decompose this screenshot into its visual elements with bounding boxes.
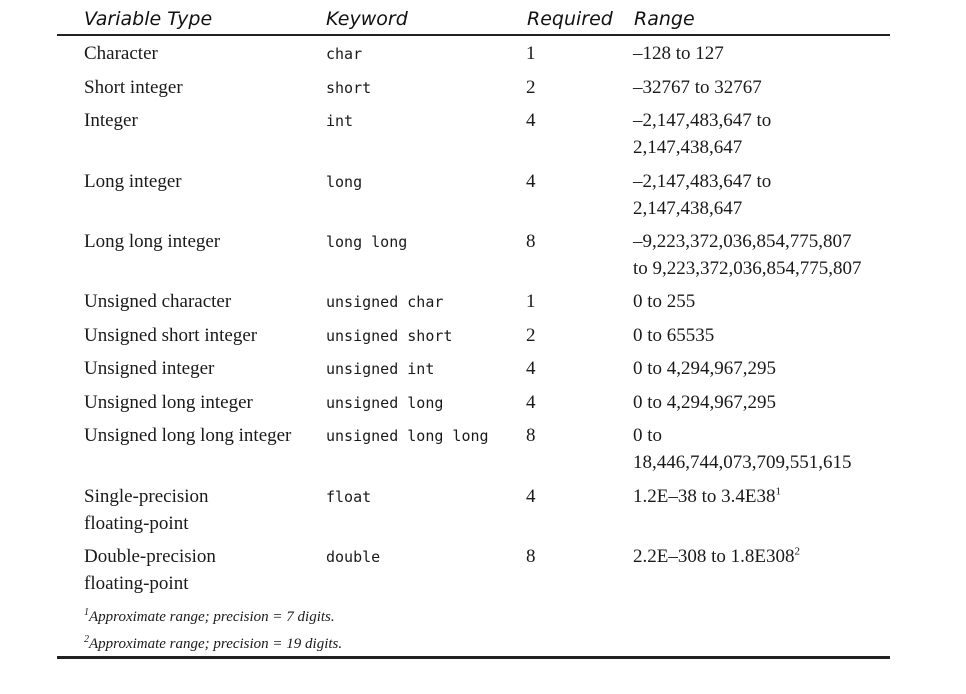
bytes-required-cell: 8	[526, 231, 536, 252]
range-text	[633, 322, 893, 349]
variable-type-cell	[84, 355, 319, 382]
variable-type-cell	[84, 288, 319, 315]
footnote-2-marker: 2	[84, 634, 89, 645]
range-value: –128 to 127	[633, 43, 724, 64]
range-value: 0 to 4,294,967,295	[633, 358, 777, 379]
variable-type-cell	[84, 543, 319, 597]
keyword-cell: long long	[326, 233, 408, 251]
header-rule	[57, 34, 890, 36]
range-text	[633, 355, 893, 382]
range-value: 0 to	[633, 425, 663, 446]
variable-type-text: Unsigned short integer	[84, 325, 258, 346]
range-text	[633, 483, 893, 510]
variable-type-text: floating-point	[84, 513, 189, 534]
range-value: 0 to 255	[633, 291, 696, 312]
variable-type-cell	[84, 74, 319, 101]
range-text	[633, 40, 893, 67]
range-cell	[633, 389, 893, 416]
range-text	[633, 255, 893, 282]
variable-type-text: Unsigned integer	[84, 358, 215, 379]
range-value: –32767 to 32767	[633, 77, 762, 98]
footnote-1	[84, 604, 342, 631]
range-text	[633, 134, 893, 161]
range-cell	[633, 483, 893, 510]
bytes-required-cell: 8	[526, 425, 536, 446]
bytes-required-cell: 2	[526, 325, 536, 346]
variable-type-text: Unsigned character	[84, 291, 232, 312]
range-footnote-marker: 2	[794, 545, 800, 558]
range-text	[633, 168, 893, 195]
range-text	[633, 389, 893, 416]
bytes-required-cell: 4	[526, 110, 536, 131]
range-value: –2,147,483,647 to	[633, 110, 772, 131]
bytes-required-cell: 8	[526, 546, 536, 567]
keyword-cell: unsigned short	[326, 327, 453, 345]
range-text	[633, 195, 893, 222]
keyword-cell: short	[326, 79, 372, 97]
keyword-cell: unsigned long long	[326, 427, 489, 445]
variable-type-text: Unsigned long integer	[84, 392, 253, 413]
variable-type-text: Short integer	[84, 77, 183, 98]
range-value: 1.2E–38 to 3.4E38	[633, 486, 776, 507]
range-cell	[633, 543, 893, 570]
range-value: to 9,223,372,036,854,775,807	[633, 258, 862, 279]
footnote-2-text: Approximate range; precision = 19 digits.	[89, 636, 343, 652]
table-header	[84, 4, 890, 34]
range-text	[633, 543, 893, 570]
variable-type-cell	[84, 322, 319, 349]
range-value: 0 to 65535	[633, 325, 715, 346]
footnote-2	[84, 631, 342, 658]
variable-type-text: Single-precision	[84, 486, 209, 507]
variable-type-cell	[84, 107, 319, 134]
header-bytes-required: Required	[527, 8, 613, 30]
variable-type-text: Long long integer	[84, 231, 221, 252]
keyword-cell: unsigned char	[326, 293, 444, 311]
range-cell	[633, 168, 893, 222]
variable-type-text: Integer	[84, 110, 138, 131]
range-footnote-marker: 1	[775, 485, 781, 498]
range-value: 0 to 4,294,967,295	[633, 392, 777, 413]
variable-type-text: floating-point	[84, 573, 189, 594]
variable-type-cell	[84, 389, 319, 416]
range-value: 2,147,438,647	[633, 137, 743, 158]
range-text	[633, 422, 893, 449]
variable-type-text: Double-precision	[84, 546, 216, 567]
range-cell	[633, 40, 893, 67]
keyword-cell: unsigned int	[326, 360, 435, 378]
footnote-1-text: Approximate range; precision = 7 digits.	[89, 609, 335, 625]
footnotes	[84, 604, 342, 658]
header-range: Range	[634, 8, 695, 30]
bytes-required-cell: 2	[526, 77, 536, 98]
bytes-required-cell: 4	[526, 358, 536, 379]
range-value: 18,446,744,073,709,551,615	[633, 452, 852, 473]
range-text	[633, 288, 893, 315]
variable-type-text: Unsigned long long integer	[84, 425, 292, 446]
variable-type-cell	[84, 168, 319, 195]
range-cell	[633, 228, 893, 282]
range-cell	[633, 74, 893, 101]
range-cell	[633, 322, 893, 349]
table-bottom-rule	[57, 656, 890, 659]
range-value: –2,147,483,647 to	[633, 171, 772, 192]
range-text	[633, 107, 893, 134]
range-value: –9,223,372,036,854,775,807	[633, 231, 852, 252]
keyword-cell: long	[326, 173, 363, 191]
header-keyword: Keyword	[326, 8, 408, 30]
bytes-required-cell: 4	[526, 392, 536, 413]
keyword-cell: float	[326, 488, 372, 506]
variable-type-text: Long integer	[84, 171, 182, 192]
variable-type-cell	[84, 228, 319, 255]
variable-type-cell	[84, 422, 319, 449]
header-variable-type: Variable Type	[84, 8, 213, 30]
range-cell	[633, 107, 893, 161]
range-cell	[633, 288, 893, 315]
range-text	[633, 228, 893, 255]
range-cell	[633, 355, 893, 382]
bytes-required-cell: 4	[526, 171, 536, 192]
bytes-required-cell: 4	[526, 486, 536, 507]
variable-type-cell	[84, 483, 319, 537]
bytes-required-cell: 1	[526, 291, 536, 312]
range-value: 2,147,438,647	[633, 198, 743, 219]
range-cell	[633, 422, 893, 476]
variable-type-cell	[84, 40, 319, 67]
range-text	[633, 74, 893, 101]
range-text	[633, 449, 893, 476]
keyword-cell: double	[326, 548, 381, 566]
keyword-cell: int	[326, 112, 354, 130]
keyword-cell: char	[326, 45, 363, 63]
variable-type-text: Character	[84, 43, 158, 64]
bytes-required-cell: 1	[526, 43, 536, 64]
keyword-cell: unsigned long	[326, 394, 444, 412]
range-value: 2.2E–308 to 1.8E308	[633, 546, 795, 567]
footnote-1-marker: 1	[84, 607, 89, 618]
